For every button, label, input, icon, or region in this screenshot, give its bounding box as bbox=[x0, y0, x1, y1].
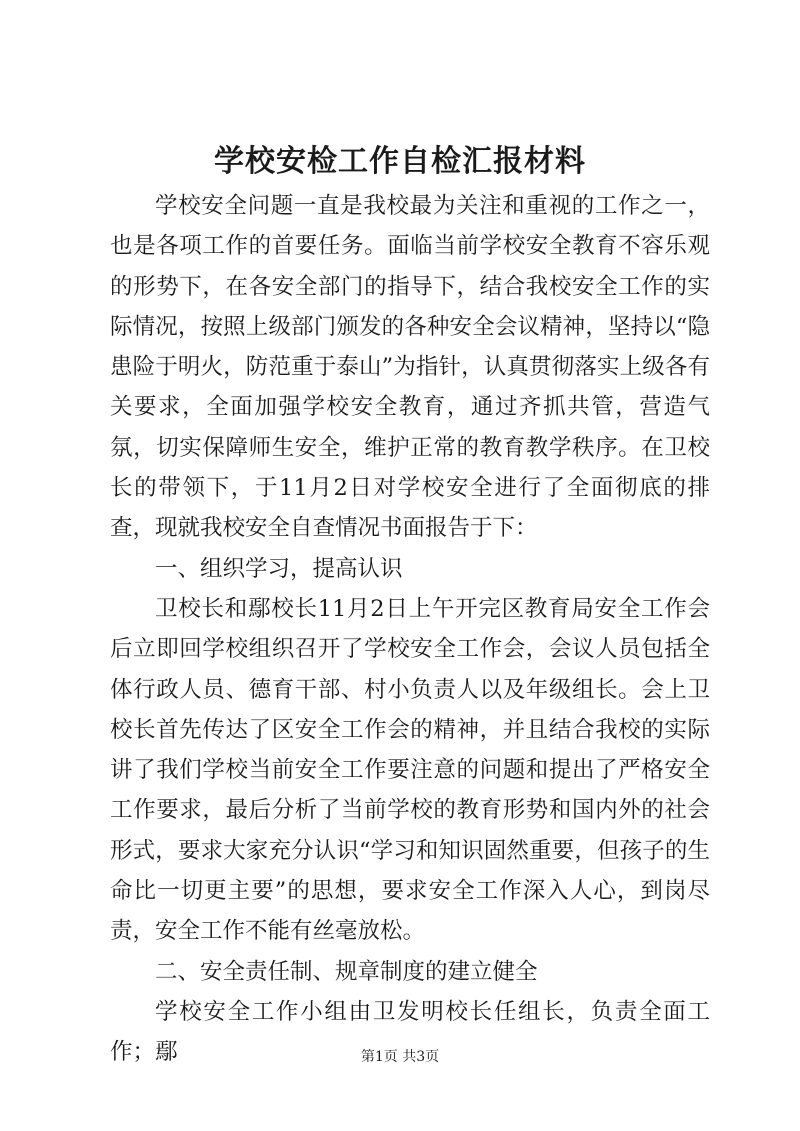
section-1-paragraph: 卫校长和鄢校长11月2日上午开完区教育局安全工作会后立即回学校组织召开了学校安全工作会，会议人员包括全体行政人员、德育干部、村小负责人以及年级组长。会上卫校长首先传达了区安全工作会的精神，并且结合我校的实际讲了我们学校当前安全工作要注意的问题和提出了严格安全工作要求，最后分析了当前学校的教育形势和国内外的社会形式，要求大家充分认识“学习和知识固然重要，但孩子的生命比一切更主要”的思想，要求安全工作深入人心，到岗尽责，安全工作不能有丝毫放松。 bbox=[110, 595, 710, 945]
section-2-paragraph: 学校安全工作小组由卫发明校长任组长，负责全面工作；鄢 bbox=[110, 998, 710, 1066]
intro-paragraph: 学校安全问题一直是我校最为关注和重视的工作之一，也是各项工作的首要任务。面临当前学校安全教育不容乐观的形势下，在各安全部门的指导下，结合我校安全工作的实际情况，按照上级部门颁发的各种安全会议精神，坚持以“隐患险于明火，防范重于泰山”为指针，认真贯彻落实上级各有关要求，全面加强学校安全教育，通过齐抓共管，营造气氛，切实保障师生安全，维护正常的教育教学秩序。在卫校长的带领下，于11月2日对学校安全进行了全面彻底的排查，现就我校安全自查情况书面报告于下： bbox=[110, 193, 710, 542]
document-title: 学校安检工作自检汇报材料 bbox=[214, 144, 586, 179]
document-body bbox=[110, 186, 710, 1073]
section-heading-1: 一、组织学习，提高认识 bbox=[155, 555, 403, 582]
page-number-footer: 第1页 共3页 bbox=[360, 1049, 440, 1065]
section-heading-2: 二、安全责任制、规章制度的建立健全 bbox=[155, 958, 538, 985]
